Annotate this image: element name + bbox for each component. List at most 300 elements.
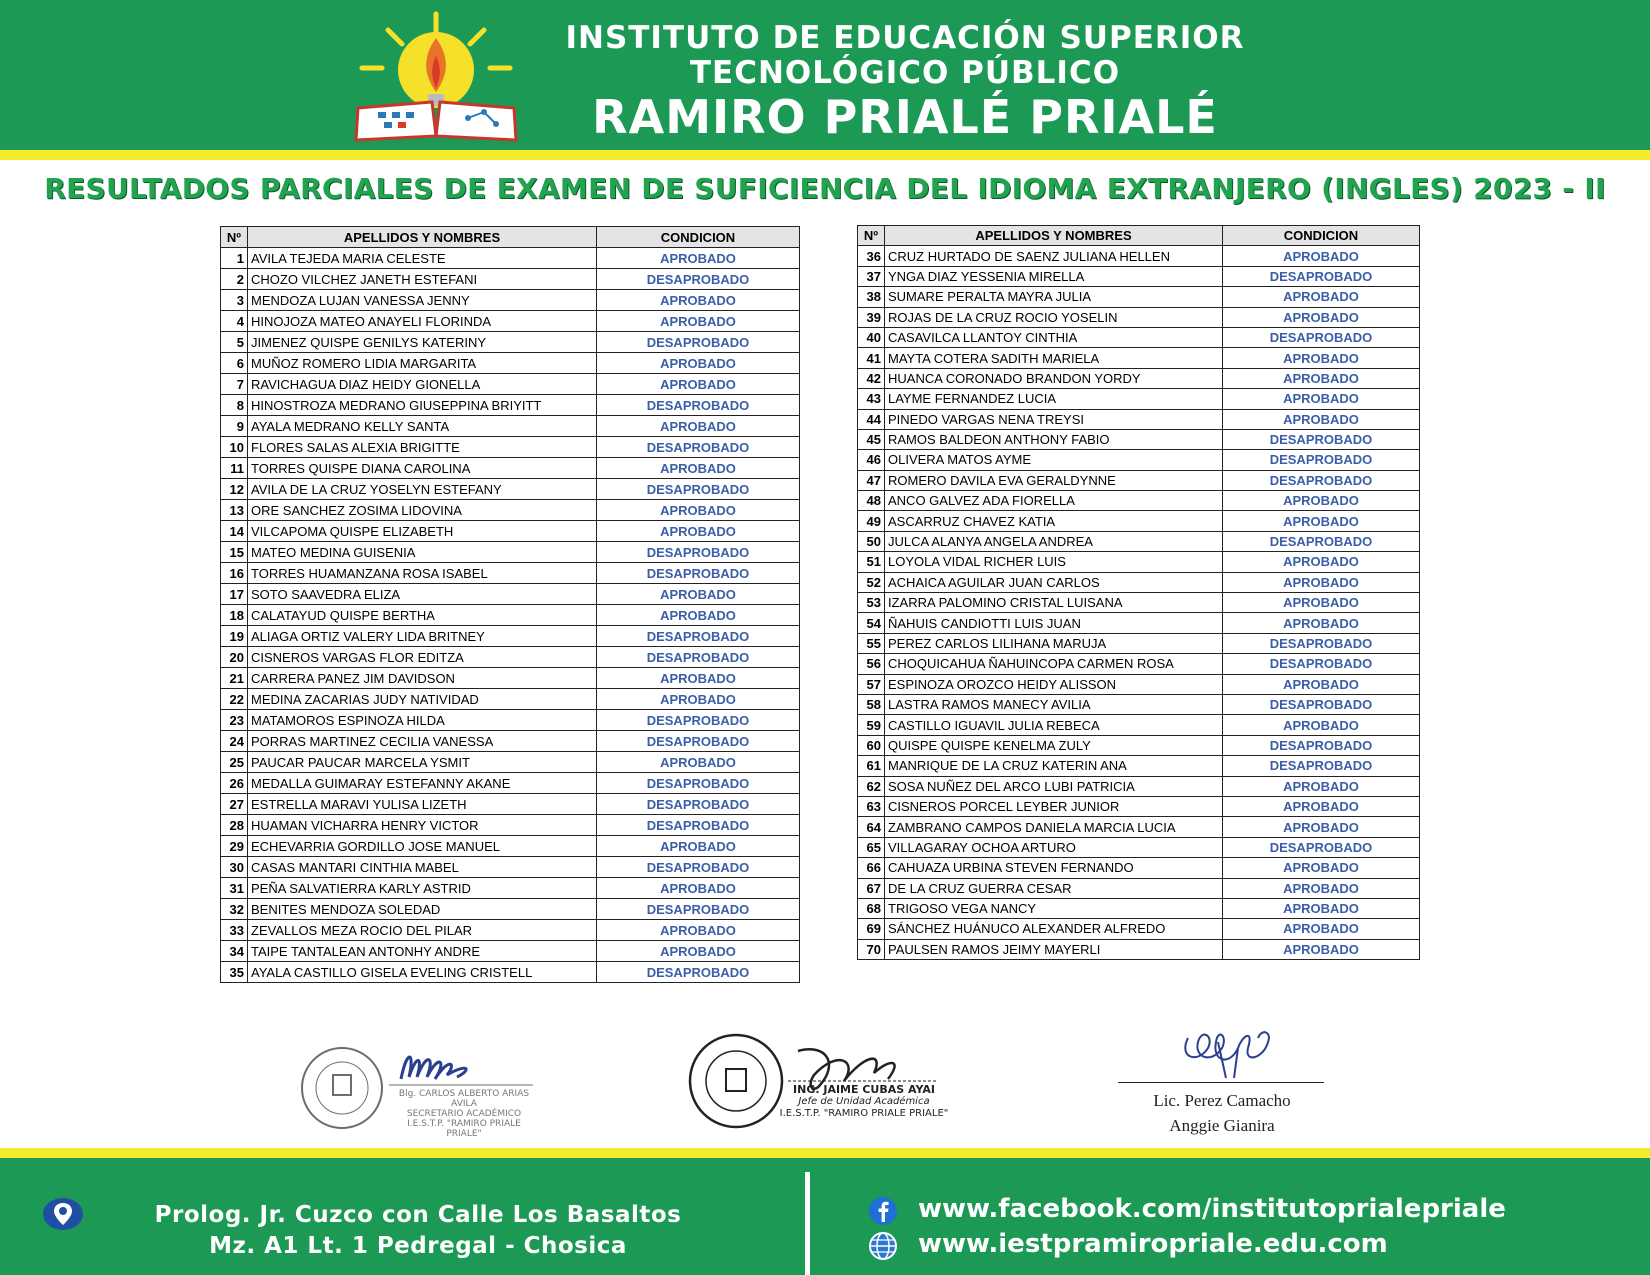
status-cell: APROBADO: [1223, 572, 1420, 592]
table-row: [221, 395, 800, 416]
status-cell: APROBADO: [597, 500, 800, 521]
student-name: AYALA CASTILLO GISELA EVELING CRISTELL: [248, 962, 597, 983]
col-header-num: Nº: [221, 227, 248, 248]
table-row: [221, 899, 800, 920]
row-number: 33: [221, 920, 248, 941]
student-name: VILCAPOMA QUISPE ELIZABETH: [248, 521, 597, 542]
table-row: [858, 450, 1420, 470]
row-number: 70: [858, 939, 885, 959]
status-cell: APROBADO: [597, 374, 800, 395]
website-link[interactable]: www.iestpramiropriale.edu.com: [918, 1229, 1388, 1259]
academic-head-caption: [774, 1084, 954, 1120]
sig2-role: Jefe de Unidad Académica: [798, 1096, 930, 1107]
status-cell: DESAPROBADO: [1223, 429, 1420, 449]
table-header-row: [858, 226, 1420, 246]
table-row: [221, 689, 800, 710]
col-header-cond: CONDICION: [1223, 226, 1420, 246]
student-name: IZARRA PALOMINO CRISTAL LUISANA: [885, 593, 1223, 613]
status-cell: APROBADO: [1223, 552, 1420, 572]
row-number: 19: [221, 626, 248, 647]
table-row: [221, 479, 800, 500]
row-number: 29: [221, 836, 248, 857]
row-number: 56: [858, 654, 885, 674]
row-number: 43: [858, 389, 885, 409]
student-name: TORRES QUISPE DIANA CAROLINA: [248, 458, 597, 479]
student-name: YNGA DIAZ YESSENIA MIRELLA: [885, 266, 1223, 286]
student-name: CISNEROS VARGAS FLOR EDITZA: [248, 647, 597, 668]
status-cell: APROBADO: [597, 521, 800, 542]
col-header-num: Nº: [858, 226, 885, 246]
table-row: [858, 898, 1420, 918]
row-number: 52: [858, 572, 885, 592]
status-cell: APROBADO: [1223, 858, 1420, 878]
table-row: [858, 919, 1420, 939]
row-number: 64: [858, 817, 885, 837]
student-name: JULCA ALANYA ANGELA ANDREA: [885, 531, 1223, 551]
status-cell: DESAPROBADO: [597, 815, 800, 836]
row-number: 7: [221, 374, 248, 395]
table-row: [858, 878, 1420, 898]
student-name: MANRIQUE DE LA CRUZ KATERIN ANA: [885, 756, 1223, 776]
col-header-name: APELLIDOS Y NOMBRES: [885, 226, 1223, 246]
table-row: [221, 941, 800, 962]
row-number: 45: [858, 429, 885, 449]
table-row: [858, 327, 1420, 347]
status-cell: APROBADO: [1223, 674, 1420, 694]
table-row: [858, 429, 1420, 449]
header-line-2: TECNOLÓGICO PÚBLICO: [689, 55, 1121, 91]
status-cell: APROBADO: [1223, 919, 1420, 939]
status-cell: APROBADO: [1223, 246, 1420, 266]
student-name: JIMENEZ QUISPE GENILYS KATERINY: [248, 332, 597, 353]
student-name: ALIAGA ORTIZ VALERY LIDA BRITNEY: [248, 626, 597, 647]
row-number: 27: [221, 794, 248, 815]
status-cell: DESAPROBADO: [1223, 735, 1420, 755]
row-number: 16: [221, 563, 248, 584]
status-cell: DESAPROBADO: [597, 563, 800, 584]
table-row: [858, 266, 1420, 286]
table-row: [221, 605, 800, 626]
status-cell: APROBADO: [1223, 613, 1420, 633]
row-number: 60: [858, 735, 885, 755]
status-cell: APROBADO: [597, 458, 800, 479]
sig1-name: Blg. CARLOS ALBERTO ARIAS AVILA: [398, 1089, 530, 1109]
student-name: AVILA TEJEDA MARIA CELESTE: [248, 248, 597, 269]
row-number: 50: [858, 531, 885, 551]
table-row: [858, 531, 1420, 551]
row-number: 58: [858, 694, 885, 714]
table-row: [221, 563, 800, 584]
row-number: 11: [221, 458, 248, 479]
student-name: PAULSEN RAMOS JEIMY MAYERLI: [885, 939, 1223, 959]
student-name: ACHAICA AGUILAR JUAN CARLOS: [885, 572, 1223, 592]
table-row: [221, 416, 800, 437]
table-row: [221, 290, 800, 311]
table-row: [858, 776, 1420, 796]
row-number: 28: [221, 815, 248, 836]
row-number: 6: [221, 353, 248, 374]
student-name: MATEO MEDINA GUISENIA: [248, 542, 597, 563]
row-number: 26: [221, 773, 248, 794]
row-number: 5: [221, 332, 248, 353]
status-cell: DESAPROBADO: [1223, 633, 1420, 653]
student-name: OLIVERA MATOS AYME: [885, 450, 1223, 470]
table-row: [221, 458, 800, 479]
table-row: [858, 939, 1420, 959]
student-name: HINOSTROZA MEDRANO GIUSEPPINA BRIYITT: [248, 395, 597, 416]
header-line-1: INSTITUTO DE EDUCACIÓN SUPERIOR: [565, 20, 1245, 56]
student-name: VILLAGARAY OCHOA ARTURO: [885, 837, 1223, 857]
table-row: [858, 287, 1420, 307]
status-cell: DESAPROBADO: [597, 857, 800, 878]
status-cell: APROBADO: [1223, 878, 1420, 898]
student-name: RAVICHAGUA DIAZ HEIDY GIONELLA: [248, 374, 597, 395]
student-name: CHOZO VILCHEZ JANETH ESTEFANI: [248, 269, 597, 290]
status-cell: DESAPROBADO: [597, 626, 800, 647]
student-name: ASCARRUZ CHAVEZ KATIA: [885, 511, 1223, 531]
row-number: 39: [858, 307, 885, 327]
table-row: [858, 837, 1420, 857]
row-number: 15: [221, 542, 248, 563]
row-number: 35: [221, 962, 248, 983]
student-name: CASTILLO IGUAVIL JULIA REBECA: [885, 715, 1223, 735]
row-number: 8: [221, 395, 248, 416]
student-name: HINOJOZA MATEO ANAYELI FLORINDA: [248, 311, 597, 332]
row-number: 67: [858, 878, 885, 898]
status-cell: DESAPROBADO: [1223, 654, 1420, 674]
row-number: 22: [221, 689, 248, 710]
status-cell: APROBADO: [597, 311, 800, 332]
table-row: [221, 500, 800, 521]
table-row: [221, 248, 800, 269]
status-cell: DESAPROBADO: [597, 395, 800, 416]
student-name: CASAVILCA LLANTOY CINTHIA: [885, 327, 1223, 347]
table-row: [221, 710, 800, 731]
table-row: [858, 552, 1420, 572]
table-row: [858, 409, 1420, 429]
status-cell: APROBADO: [1223, 939, 1420, 959]
table-row: [221, 857, 800, 878]
table-row: [221, 374, 800, 395]
student-name: MENDOZA LUJAN VANESSA JENNY: [248, 290, 597, 311]
student-name: AVILA DE LA CRUZ YOSELYN ESTEFANY: [248, 479, 597, 500]
table-row: [858, 817, 1420, 837]
status-cell: DESAPROBADO: [597, 269, 800, 290]
student-name: PAUCAR PAUCAR MARCELA YSMIT: [248, 752, 597, 773]
status-cell: DESAPROBADO: [1223, 694, 1420, 714]
results-table-right: [857, 225, 1420, 960]
row-number: 24: [221, 731, 248, 752]
student-name: ZAMBRANO CAMPOS DANIELA MARCIA LUCIA: [885, 817, 1223, 837]
sig1-role: SECRETARIO ACADÉMICO: [406, 1109, 522, 1119]
student-name: ÑAHUIS CANDIOTTI LUIS JUAN: [885, 613, 1223, 633]
student-name: FLORES SALAS ALEXIA BRIGITTE: [248, 437, 597, 458]
status-cell: DESAPROBADO: [597, 332, 800, 353]
student-name: AYALA MEDRANO KELLY SANTA: [248, 416, 597, 437]
table-row: [221, 626, 800, 647]
row-number: 34: [221, 941, 248, 962]
row-number: 46: [858, 450, 885, 470]
status-cell: APROBADO: [597, 920, 800, 941]
status-cell: APROBADO: [597, 584, 800, 605]
status-cell: APROBADO: [1223, 511, 1420, 531]
status-cell: APROBADO: [1223, 307, 1420, 327]
table-row: [858, 389, 1420, 409]
status-cell: APROBADO: [597, 353, 800, 374]
table-row: [858, 470, 1420, 490]
student-name: CARRERA PANEZ JIM DAVIDSON: [248, 668, 597, 689]
sig1-inst: I.E.S.T.P. "RAMIRO PRIALE PRIALE": [407, 1119, 521, 1139]
student-name: LAYME FERNANDEZ LUCIA: [885, 389, 1223, 409]
row-number: 54: [858, 613, 885, 633]
table-row: [221, 437, 800, 458]
table-row: [858, 633, 1420, 653]
row-number: 62: [858, 776, 885, 796]
status-cell: DESAPROBADO: [597, 437, 800, 458]
row-number: 47: [858, 470, 885, 490]
row-number: 23: [221, 710, 248, 731]
student-name: SOSA NUÑEZ DEL ARCO LUBI PATRICIA: [885, 776, 1223, 796]
col-header-name: APELLIDOS Y NOMBRES: [248, 227, 597, 248]
student-name: ECHEVARRIA GORDILLO JOSE MANUEL: [248, 836, 597, 857]
table-row: [858, 491, 1420, 511]
status-cell: APROBADO: [1223, 898, 1420, 918]
student-name: SÁNCHEZ HUÁNUCO ALEXANDER ALFREDO: [885, 919, 1223, 939]
table-row: [221, 269, 800, 290]
table-row: [858, 694, 1420, 714]
row-number: 13: [221, 500, 248, 521]
status-cell: DESAPROBADO: [597, 542, 800, 563]
footer-stripe: [0, 1148, 1650, 1158]
student-name: DE LA CRUZ GUERRA CESAR: [885, 878, 1223, 898]
row-number: 32: [221, 899, 248, 920]
table-row: [221, 962, 800, 983]
institute-logo: [348, 8, 524, 146]
table-row: [221, 542, 800, 563]
table-row: [858, 572, 1420, 592]
student-name: MEDALLA GUIMARAY ESTEFANNY AKANE: [248, 773, 597, 794]
status-cell: DESAPROBADO: [1223, 450, 1420, 470]
student-name: LASTRA RAMOS MANECY AVILIA: [885, 694, 1223, 714]
table-row: [221, 311, 800, 332]
header-line-3: RAMIRO PRIALÉ PRIALÉ: [592, 90, 1218, 144]
student-name: ANCO GALVEZ ADA FIORELLA: [885, 491, 1223, 511]
status-cell: APROBADO: [1223, 593, 1420, 613]
status-cell: APROBADO: [1223, 287, 1420, 307]
student-name: PEREZ CARLOS LILIHANA MARUJA: [885, 633, 1223, 653]
status-cell: APROBADO: [1223, 491, 1420, 511]
table-row: [858, 348, 1420, 368]
row-number: 63: [858, 796, 885, 816]
table-row: [221, 584, 800, 605]
table-row: [221, 668, 800, 689]
table-row: [858, 307, 1420, 327]
student-name: CISNEROS PORCEL LEYBER JUNIOR: [885, 796, 1223, 816]
status-cell: APROBADO: [597, 605, 800, 626]
table-row: [221, 752, 800, 773]
row-number: 41: [858, 348, 885, 368]
row-number: 3: [221, 290, 248, 311]
row-number: 17: [221, 584, 248, 605]
table-row: [858, 796, 1420, 816]
row-number: 48: [858, 491, 885, 511]
status-cell: DESAPROBADO: [1223, 327, 1420, 347]
student-name: TRIGOSO VEGA NANCY: [885, 898, 1223, 918]
status-cell: APROBADO: [597, 290, 800, 311]
table-row: [858, 613, 1420, 633]
status-cell: APROBADO: [1223, 817, 1420, 837]
table-row: [858, 246, 1420, 266]
student-name: CRUZ HURTADO DE SAENZ JULIANA HELLEN: [885, 246, 1223, 266]
student-name: QUISPE QUISPE KENELMA ZULY: [885, 735, 1223, 755]
status-cell: APROBADO: [1223, 389, 1420, 409]
student-name: PORRAS MARTINEZ CECILIA VANESSA: [248, 731, 597, 752]
row-number: 49: [858, 511, 885, 531]
table-row: [858, 511, 1420, 531]
student-name: TAIPE TANTALEAN ANTONHY ANDRE: [248, 941, 597, 962]
status-cell: APROBADO: [1223, 368, 1420, 388]
table-row: [221, 731, 800, 752]
row-number: 65: [858, 837, 885, 857]
table-row: [221, 521, 800, 542]
results-table-left: [220, 226, 800, 983]
status-cell: APROBADO: [1223, 776, 1420, 796]
row-number: 66: [858, 858, 885, 878]
row-number: 20: [221, 647, 248, 668]
row-number: 14: [221, 521, 248, 542]
table-row: [221, 773, 800, 794]
row-number: 37: [858, 266, 885, 286]
row-number: 61: [858, 756, 885, 776]
student-name: MAYTA COTERA SADITH MARIELA: [885, 348, 1223, 368]
row-number: 12: [221, 479, 248, 500]
status-cell: APROBADO: [1223, 715, 1420, 735]
status-cell: APROBADO: [597, 689, 800, 710]
student-name: SOTO SAAVEDRA ELIZA: [248, 584, 597, 605]
handwritten-signature: [1118, 1018, 1328, 1082]
status-cell: DESAPROBADO: [597, 773, 800, 794]
student-name: MUÑOZ ROMERO LIDIA MARGARITA: [248, 353, 597, 374]
row-number: 10: [221, 437, 248, 458]
student-name: MEDINA ZACARIAS JUDY NATIVIDAD: [248, 689, 597, 710]
student-name: ORE SANCHEZ ZOSIMA LIDOVINA: [248, 500, 597, 521]
table-row: [858, 715, 1420, 735]
facebook-icon: [868, 1196, 898, 1226]
header-stripe: [0, 150, 1650, 160]
row-number: 38: [858, 287, 885, 307]
table-row: [858, 735, 1420, 755]
table-row: [858, 674, 1420, 694]
table-row: [858, 858, 1420, 878]
status-cell: APROBADO: [597, 248, 800, 269]
status-cell: DESAPROBADO: [597, 899, 800, 920]
status-cell: APROBADO: [1223, 796, 1420, 816]
status-cell: APROBADO: [597, 878, 800, 899]
status-cell: DESAPROBADO: [1223, 470, 1420, 490]
student-name: ESTRELLA MARAVI YULISA LIZETH: [248, 794, 597, 815]
student-name: ROJAS DE LA CRUZ ROCIO YOSELIN: [885, 307, 1223, 327]
student-name: ESPINOZA OROZCO HEIDY ALISSON: [885, 674, 1223, 694]
row-number: 21: [221, 668, 248, 689]
student-name: PINEDO VARGAS NENA TREYSI: [885, 409, 1223, 429]
footer-divider: [805, 1172, 810, 1275]
status-cell: DESAPROBADO: [597, 647, 800, 668]
row-number: 1: [221, 248, 248, 269]
table-row: [221, 332, 800, 353]
row-number: 30: [221, 857, 248, 878]
student-name: CAHUAZA URBINA STEVEN FERNANDO: [885, 858, 1223, 878]
student-name: TORRES HUAMANZANA ROSA ISABEL: [248, 563, 597, 584]
status-cell: APROBADO: [597, 416, 800, 437]
status-cell: APROBADO: [1223, 409, 1420, 429]
sig2-inst: I.E.S.T.P. "RAMIRO PRIALE PRIALE": [779, 1108, 949, 1119]
table-row: [858, 593, 1420, 613]
signatory-line-2: Anggie Gianira: [1169, 1116, 1275, 1135]
student-name: ZEVALLOS MEZA ROCIO DEL PILAR: [248, 920, 597, 941]
row-number: 44: [858, 409, 885, 429]
student-name: HUANCA CORONADO BRANDON YORDY: [885, 368, 1223, 388]
secretary-signature-caption: [389, 1089, 539, 1139]
table-row: [221, 920, 800, 941]
row-number: 42: [858, 368, 885, 388]
table-row: [221, 353, 800, 374]
row-number: 40: [858, 327, 885, 347]
signatory-line-1: Lic. Perez Camacho: [1153, 1091, 1291, 1110]
row-number: 36: [858, 246, 885, 266]
row-number: 69: [858, 919, 885, 939]
table-header-row: [221, 227, 800, 248]
student-name: BENITES MENDOZA SOLEDAD: [248, 899, 597, 920]
page-title: RESULTADOS PARCIALES DE EXAMEN DE SUFICIENCIA DEL IDIOMA EXTRANJERO (INGLES) 2023 - II: [44, 172, 1606, 205]
table-row: [858, 654, 1420, 674]
row-number: 4: [221, 311, 248, 332]
address-line-2: Mz. A1 Lt. 1 Pedregal - Chosica: [209, 1233, 627, 1259]
status-cell: APROBADO: [597, 836, 800, 857]
status-cell: DESAPROBADO: [597, 710, 800, 731]
facebook-link[interactable]: www.facebook.com/institutopriale​priale: [918, 1194, 1506, 1224]
row-number: 55: [858, 633, 885, 653]
table-row: [221, 815, 800, 836]
student-name: PEÑA SALVATIERRA KARLY ASTRID: [248, 878, 597, 899]
table-row: [221, 647, 800, 668]
student-name: CASAS MANTARI CINTHIA MABEL: [248, 857, 597, 878]
sig2-name: ING. JAIME CUBAS AYAI: [793, 1083, 935, 1096]
location-pin-icon: [42, 1196, 84, 1232]
status-cell: DESAPROBADO: [1223, 756, 1420, 776]
row-number: 57: [858, 674, 885, 694]
row-number: 25: [221, 752, 248, 773]
student-name: HUAMAN VICHARRA HENRY VICTOR: [248, 815, 597, 836]
row-number: 68: [858, 898, 885, 918]
status-cell: DESAPROBADO: [597, 962, 800, 983]
status-cell: DESAPROBADO: [1223, 266, 1420, 286]
table-row: [221, 878, 800, 899]
student-name: RAMOS BALDEON ANTHONY FABIO: [885, 429, 1223, 449]
student-name: SUMARE PERALTA MAYRA JULIA: [885, 287, 1223, 307]
table-row: [221, 836, 800, 857]
student-name: ROMERO DAVILA EVA GERALDYNNE: [885, 470, 1223, 490]
signature-line: [1118, 1082, 1324, 1083]
row-number: 18: [221, 605, 248, 626]
student-name: CALATAYUD QUISPE BERTHA: [248, 605, 597, 626]
table-row: [858, 368, 1420, 388]
status-cell: APROBADO: [597, 668, 800, 689]
table-row: [221, 794, 800, 815]
status-cell: DESAPROBADO: [1223, 837, 1420, 857]
status-cell: DESAPROBADO: [597, 794, 800, 815]
row-number: 2: [221, 269, 248, 290]
row-number: 51: [858, 552, 885, 572]
